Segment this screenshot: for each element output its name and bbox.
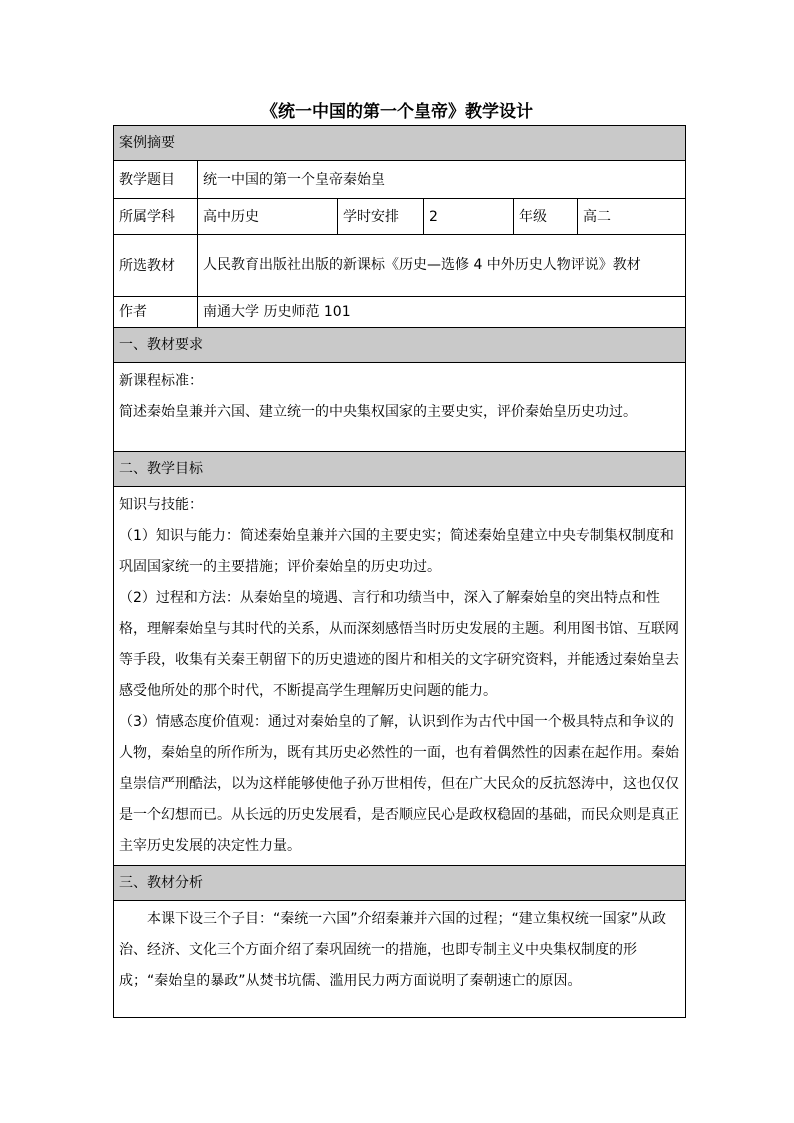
topic-value: 统一中国的第一个皇帝秦始皇: [198, 161, 686, 199]
lesson-plan-table: [113, 125, 686, 1018]
section1-body: [114, 363, 686, 452]
section1-body-row: [114, 363, 686, 452]
topic-label: 教学题目: [114, 161, 198, 199]
author-label: 作者: [114, 297, 198, 328]
summary-header: 案例摘要: [114, 126, 686, 161]
subject-row: [114, 199, 686, 235]
section3-header: 三、教材分析: [114, 866, 686, 901]
section2-body: [114, 487, 686, 866]
section1-line: 简述秦始皇兼并六国、建立统一的中央集权国家的主要史实，评价秦始皇历史功过。: [119, 404, 637, 420]
section1-header: 一、教材要求: [114, 328, 686, 363]
grade-label: 年级: [514, 199, 578, 235]
topic-row: [114, 161, 686, 199]
section3-header-row: [114, 866, 686, 901]
hours-value: 2: [424, 199, 514, 235]
section1-line: 新课程标准：: [119, 373, 203, 389]
author-value: 南通大学 历史师范 101: [198, 297, 686, 328]
textbook-value: 人民教育出版社出版的新课标《历史—选修 4 中外历史人物评说》教材: [198, 235, 686, 297]
subject-label: 所属学科: [114, 199, 198, 235]
section3-line: 本课下设三个子目：“秦统一六国”介绍秦兼并六国的过程；“建立集权统一国家”从政治、经济、文化三个方面介绍了秦巩固统一的措施，也即专制主义中央集权制度的形成；“秦始皇的暴政”从焚书坑儒、滥用民力两方面说明了秦朝速亡的原因。: [119, 911, 667, 989]
hours-label: 学时安排: [338, 199, 424, 235]
section2-header: 二、教学目标: [114, 452, 686, 487]
grade-value: 高二: [578, 199, 686, 235]
subject-value: 高中历史: [198, 199, 338, 235]
section2-line: 知识与技能：: [119, 497, 203, 513]
document-title: 《统一中国的第一个皇帝》教学设计: [261, 102, 533, 122]
section3-body-row: [114, 901, 686, 1018]
section3-body: [114, 901, 686, 1018]
textbook-row: [114, 235, 686, 297]
section2-line: （3）情感态度价值观：通过对秦始皇的了解，认识到作为古代中国一个极具特点和争议的人物，秦始皇的所作所为，既有其历史必然性的一面，也有着偶然性的因素在起作用。秦始皇崇信严刑酷法，以为这样能够使他子孙万世相传，但在广大民众的反抗怒涛中，这也仅仅是一个幻想而已。从长远的历史发展看，是否顺应民心是政权稳固的基础，而民众则是真正主宰历史发展的决定性力量。: [119, 714, 679, 854]
section2-line: （1）知识与能力：简述秦始皇兼并六国的主要史实；简述秦始皇建立中央专制集权制度和巩固国家统一的主要措施；评价秦始皇的历史功过。: [119, 528, 674, 575]
section2-body-row: [114, 487, 686, 866]
section1-header-row: [114, 328, 686, 363]
section2-header-row: [114, 452, 686, 487]
textbook-label: 所选教材: [114, 235, 198, 297]
section2-line: （2）过程和方法：从秦始皇的境遇、言行和功绩当中，深入了解秦始皇的突出特点和性格，理解秦始皇与其时代的关系，从而深刻感悟当时历史发展的主题。利用图书馆、互联网等手段，收集有关秦王朝留下的历史遗迹的图片和相关的文字研究资料，并能透过秦始皇去感受他所处的那个时代，不断提高学生理解历史问题的能力。: [119, 590, 679, 699]
summary-header-row: [114, 126, 686, 161]
author-row: [114, 297, 686, 328]
